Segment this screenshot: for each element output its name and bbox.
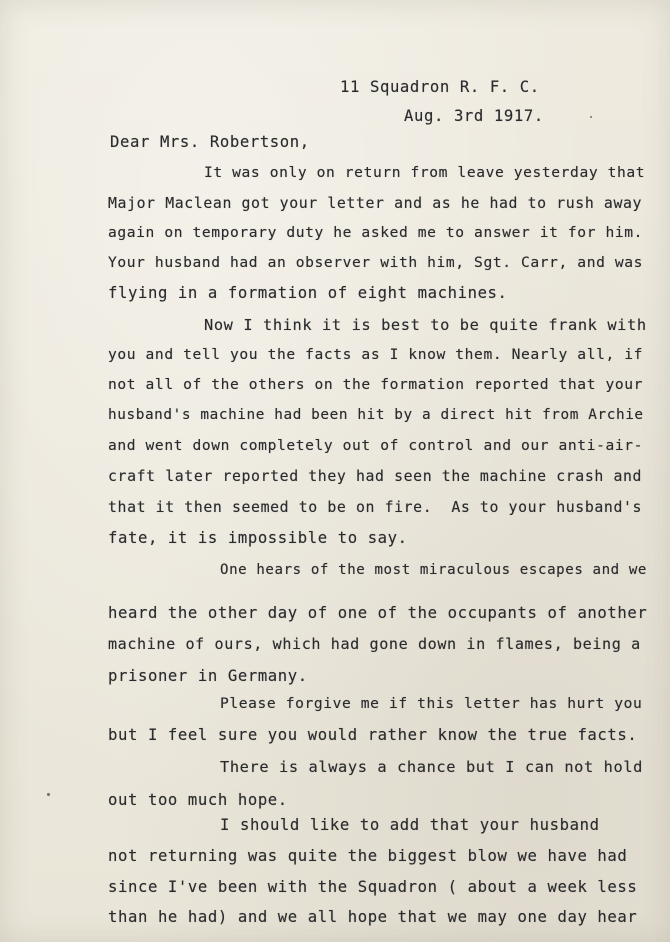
letter-line: not all of the others on the formation reported that your xyxy=(108,376,644,393)
salutation: Dear Mrs. Robertson, xyxy=(110,133,310,151)
letter-line: Major Maclean got your letter and as he had to rush away xyxy=(108,194,643,212)
letter-line: not returning was quite the biggest blow we have had xyxy=(108,847,628,865)
letter-line: and went down completely out of control and our anti-air- xyxy=(108,437,644,454)
letter-line: that it then seemed to be on fire. As to your husband's xyxy=(108,498,643,516)
letter-line: since I've been with the Squadron ( about a week less xyxy=(108,878,638,896)
letter-line: machine of ours, which had gone down in flames, being a xyxy=(108,635,641,653)
letter-line: you and tell you the facts as I know them. Nearly all, if xyxy=(108,346,644,363)
letter-line: out too much hope. xyxy=(108,791,288,809)
letter-line: Now I think it is best to be quite frank with xyxy=(204,316,647,334)
letter-line: prisoner in Germany. xyxy=(108,667,308,685)
letter-line: but I feel sure you would rather know the true facts. xyxy=(108,726,638,744)
letter-line: heard the other day of one of the occupants of another xyxy=(108,604,648,622)
letter-line: I should like to add that your husband xyxy=(220,816,600,834)
letter-line: fate, it is impossible to say. xyxy=(108,529,408,547)
paper-speck xyxy=(47,793,50,796)
letter-line: It was only on return from leave yesterday that xyxy=(204,164,646,181)
letter-line: than he had) and we all hope that we may one day hear xyxy=(108,908,638,926)
letter-line: There is always a chance but I can not hold xyxy=(220,758,644,776)
letter-line: husband's machine had been hit by a direct hit from Archie xyxy=(108,407,644,423)
letter-line: again on temporary duty he asked me to answer it for him. xyxy=(108,224,644,241)
letter-date: Aug. 3rd 1917. xyxy=(404,107,544,125)
squadron-header: 11 Squadron R. F. C. xyxy=(340,78,540,96)
letter-line: craft later reported they had seen the machine crash and xyxy=(108,467,643,485)
letter-line: Your husband had an observer with him, Sgt. Carr, and was xyxy=(108,254,644,271)
paper-speck xyxy=(590,116,592,118)
letter-line: One hears of the most miraculous escapes and we xyxy=(220,562,648,578)
letter-line: flying in a formation of eight machines. xyxy=(108,284,508,302)
letter-line: Please forgive me if this letter has hurt you xyxy=(220,695,643,712)
